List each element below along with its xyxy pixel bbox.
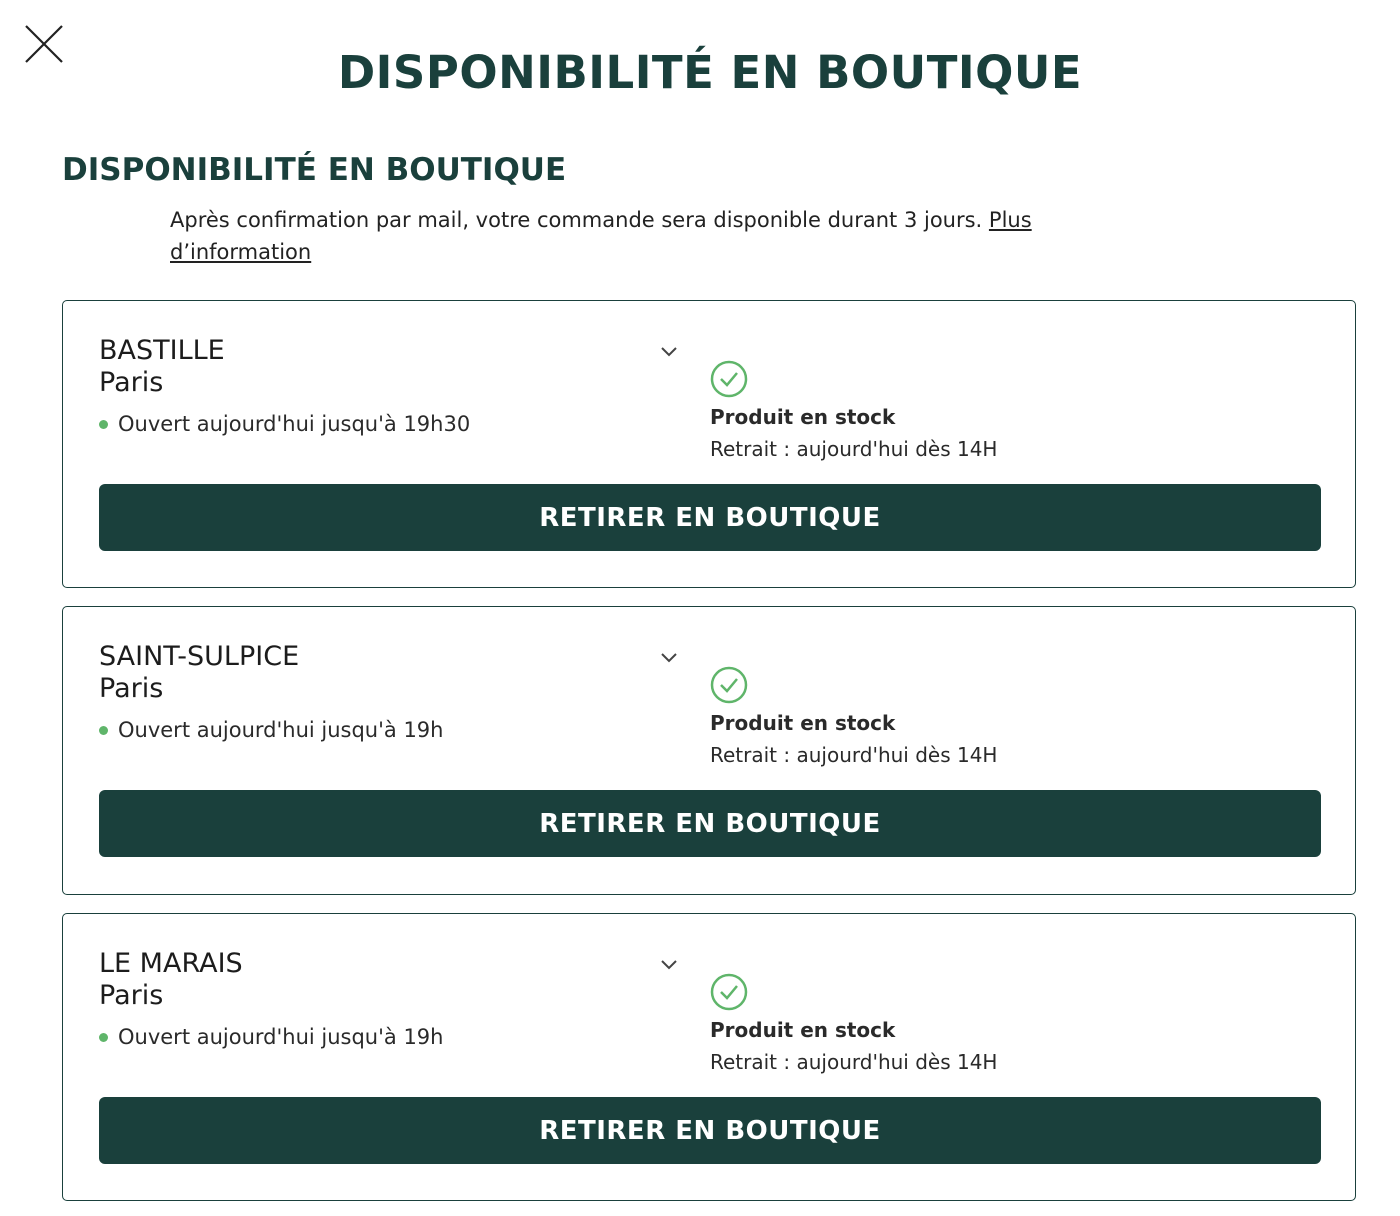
- store-hours: [99, 1022, 443, 1052]
- chevron-down-icon[interactable]: [659, 651, 679, 665]
- pickup-time: Retrait : aujourd'hui dès 14H: [710, 1050, 998, 1074]
- chevron-down-icon[interactable]: [659, 958, 679, 972]
- pickup-time: Retrait : aujourd'hui dès 14H: [710, 743, 998, 767]
- section-title: DISPONIBILITÉ EN BOUTIQUE: [62, 152, 567, 188]
- store-card-saint-sulpice: [62, 606, 1356, 895]
- chevron-down-icon[interactable]: [659, 345, 679, 359]
- store-hours-text: Ouvert aujourd'hui jusqu'à 19h30: [118, 412, 471, 436]
- store-name: SAINT-SULPICE: [99, 641, 300, 672]
- store-card-le-marais: [62, 913, 1356, 1201]
- store-name: LE MARAIS: [99, 948, 243, 979]
- store-hours: [99, 409, 470, 439]
- stock-status: Produit en stock: [710, 405, 896, 429]
- intro-text: [170, 204, 1170, 268]
- in-stock-check-icon: [709, 972, 749, 1012]
- store-city: Paris: [99, 367, 164, 398]
- store-hours: [99, 715, 443, 745]
- stock-status: Produit en stock: [710, 1018, 896, 1042]
- store-hours-text: Ouvert aujourd'hui jusqu'à 19h: [118, 718, 444, 742]
- pickup-in-store-button[interactable]: RETIRER EN BOUTIQUE: [99, 790, 1321, 857]
- in-stock-check-icon: [709, 359, 749, 399]
- pickup-time: Retrait : aujourd'hui dès 14H: [710, 437, 998, 461]
- modal-title: DISPONIBILITÉ EN BOUTIQUE: [337, 46, 1083, 99]
- store-city: Paris: [99, 980, 164, 1011]
- store-hours-text: Ouvert aujourd'hui jusqu'à 19h: [118, 1025, 444, 1049]
- open-status-dot: [99, 726, 108, 735]
- store-city: Paris: [99, 673, 164, 704]
- intro-message: Après confirmation par mail, votre commande sera disponible durant 3 jours.: [170, 208, 989, 232]
- store-name: BASTILLE: [99, 335, 225, 366]
- open-status-dot: [99, 1033, 108, 1042]
- pickup-in-store-button[interactable]: RETIRER EN BOUTIQUE: [99, 1097, 1321, 1164]
- stock-status: Produit en stock: [710, 711, 896, 735]
- in-stock-check-icon: [709, 665, 749, 705]
- pickup-in-store-button[interactable]: RETIRER EN BOUTIQUE: [99, 484, 1321, 551]
- more-info-link[interactable]: Plus d’information: [170, 208, 1032, 264]
- store-card-bastille: [62, 300, 1356, 588]
- open-status-dot: [99, 420, 108, 429]
